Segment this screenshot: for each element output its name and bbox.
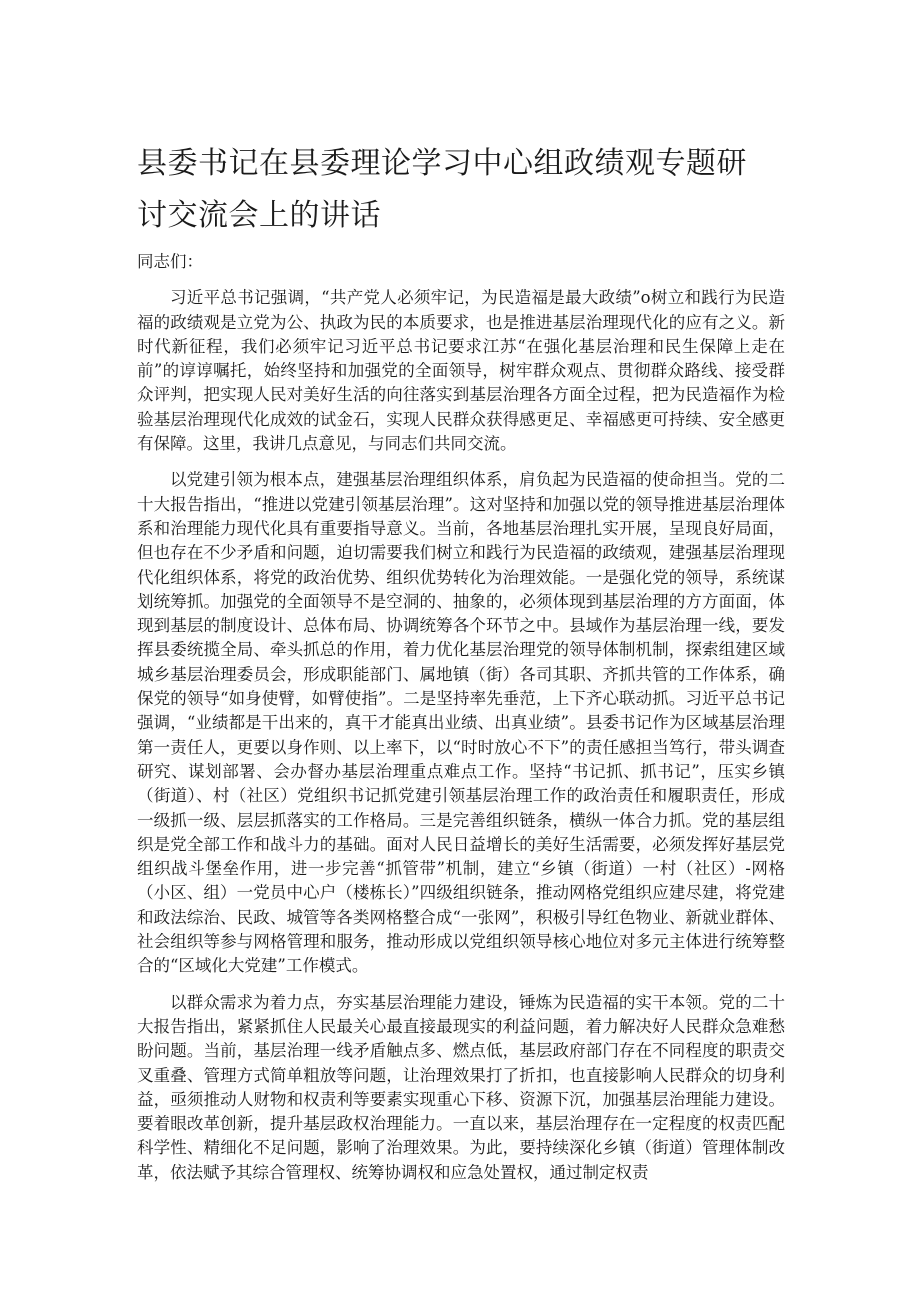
paragraph-intro: 习近平总书记强调，“共产党人必须牢记，为民造福是最大政绩”o树立和践行为民造福的政绩观是立党为公、执政为民的本质要求，也是推进基层治理现代化的应有之义。新时代新征程，我们必须牢记习近平总书记要求江苏“在强化基层治理和民生保障上走在前”的谆谆嘱托，始终坚持和加强党的全面领导，树牢群众观点、贯彻群众路线、接受群众评判，把实现人民对美好生活的向往落实到基层治理各方面全过程，把为民造福作为检验基层治理现代化成效的试金石，实现人民群众获得感更足、幸福感更可持续、安全感更有保障。这里，我讲几点意见，与同志们共同交流。 [137,288,785,454]
paragraph-public-demand: 以群众需求为着力点，夯实基层治理能力建设，锤炼为民造福的实干本领。党的二十大报告指出，紧紧抓住人民最关心最直接最现实的利益问题，着力解决好人民群众急难愁盼问题。当前，基层治理一线矛盾触点多、燃点低，基层政府部门存在不同程度的职责交叉重叠、管理方式简单粗放等问题，让治理效果打了折扣，也直接影响人民群众的切身利益，亟须推动人财物和权责利等要素实现重心下移、资源下沉，加强基层治理能力建设。要着眼改革创新，提升基层政权治理能力。一直以来，基层治理存在一定程度的权责匹配科学性、精细化不足问题，影响了治理效果。为此，要持续深化乡镇（街道）管理体制改革，依法赋予其综合管理权、统筹协调权和应急处置权，通过制定权责 [137,992,785,1182]
document-body [137,250,785,1197]
document-title: 县委书记在县委理论学习中心组政绩观专题研讨交流会上的讲话 [137,146,747,233]
salutation: 同志们： [137,252,203,271]
paragraph-party-building: 以党建引领为根本点，建强基层治理组织体系，肩负起为民造福的使命担当。党的二十大报告指出，“推进以党建引领基层治理”。这对坚持和加强以党的领导推进基层治理体系和治理能力现代化具有重要指导意义。当前，各地基层治理扎实开展，呈现良好局面，但也存在不少矛盾和问题，迫切需要我们树立和践行为民造福的政绩观，建强基层治理现代化组织体系，将党的政治优势、组织优势转化为治理效能。一是强化党的领导，系统谋划统筹抓。加强党的全面领导不是空洞的、抽象的，必须体现到基层治理的方方面面，体现到基层的制度设计、总体布局、协调统筹各个环节之中。县域作为基层治理一线，要发挥县委统揽全局、牵头抓总的作用，着力优化基层治理党的领导体制机制，探索组建区域城乡基层治理委员会，形成职能部门、属地镇（街）各司其职、齐抓共管的工作体系，确保党的领导“如身使臂，如臂使指”。二是坚持率先垂范，上下齐心联动抓。习近平总书记强调，“业绩都是干出来的，真干才能真出业绩、出真业绩”。县委书记作为区域基层治理第一责任人，更要以身作则、以上率下，以“时时放心不下”的责任感担当笃行，带头调查研究、谋划部署、会办督办基层治理重点难点工作。坚持“书记抓、抓书记”，压实乡镇（街道）、村（社区）党组织书记抓党建引领基层治理工作的政治责任和履职责任，形成一级抓一级、层层抓落实的工作格局。三是完善组织链条，横纵一体合力抓。党的基层组织是党全部工作和战斗力的基础。面对人民日益增长的美好生活需要，必须发挥好基层党组织战斗堡垒作用，进一步完善“抓管带”机制，建立“乡镇（街道）一村（社区）-网格（小区、组）一党员中心户（楼栋长）”四级组织链条，推动网格党组织应建尽建，将党建和政法综治、民政、城管等各类网格整合成“一张网”，积极引导红色物业、新就业群体、社会组织等参与网格管理和服务，推动形成以党组织领导核心地位对多元主体进行统筹整合的“区域化大党建”工作模式。 [137,470,785,976]
